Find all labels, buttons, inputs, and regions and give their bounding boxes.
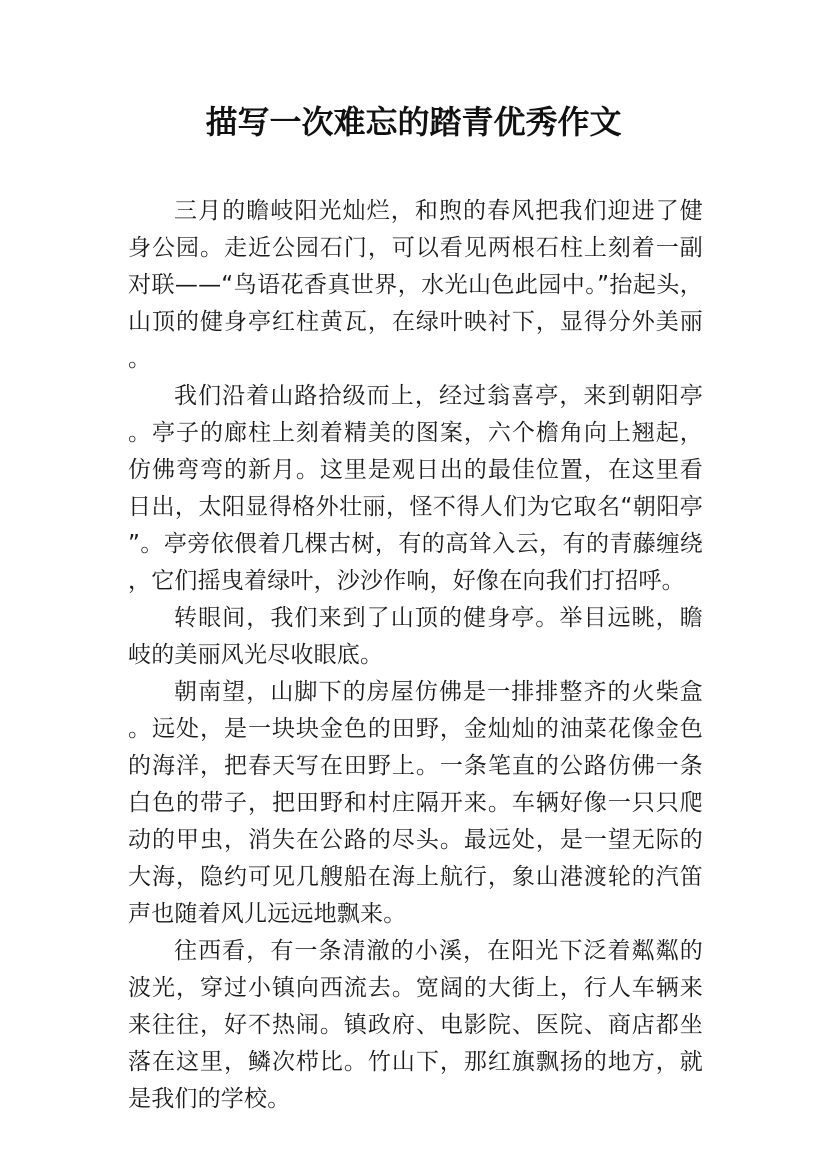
document-body (128, 193, 703, 1118)
paragraph-5: 往西看，有一条清澈的小溪，在阳光下泛着粼粼的波光，穿过小镇向西流去。宽阔的大街上，行人车辆来来往往，好不热闹。镇政府、电影院、医院、商店都坐落在这里，鳞次栉比。竹山下，那红旗飘扬的地方，就是我们的学校。 (128, 938, 703, 1112)
document-title: 描写一次难忘的踏青优秀作文 (205, 103, 622, 141)
paragraph-2: 我们沿着山路拾级而上，经过翁喜亭，来到朝阳亭。亭子的廊柱上刻着精美的图案，六个檐角向上翘起，仿佛弯弯的新月。这里是观日出的最佳位置，在这里看日出，太阳显得格外壮丽，怪不得人们为它取名“朝阳亭”。亭旁依偎着几棵古树，有的高耸入云，有的青藤缠绕，它们摇曳着绿叶，沙沙作响，好像在向我们打招呼。 (128, 383, 703, 594)
paragraph-3: 转眼间，我们来到了山顶的健身亭。举目远眺，瞻岐的美丽风光尽收眼底。 (128, 605, 703, 668)
paragraph-4: 朝南望，山脚下的房屋仿佛是一排排整齐的火柴盒。远处，是一块块金色的田野，金灿灿的油菜花像金色的海洋，把春天写在田野上。一条笔直的公路仿佛一条白色的带子，把田野和村庄隔开来。车辆好像一只只爬动的甲虫，消失在公路的尽头。最远处，是一望无际的大海，隐约可见几艘船在海上航行，象山港渡轮的汽笛声也随着风儿远远地飘来。 (128, 679, 703, 927)
paragraph-1: 三月的瞻岐阳光灿烂，和煦的春风把我们迎进了健身公园。走近公园石门，可以看见两根石柱上刻着一副对联——“鸟语花香真世界，水光山色此园中。”抬起头，山顶的健身亭红柱黄瓦，在绿叶映衬下，显得分外美丽。 (128, 198, 703, 372)
